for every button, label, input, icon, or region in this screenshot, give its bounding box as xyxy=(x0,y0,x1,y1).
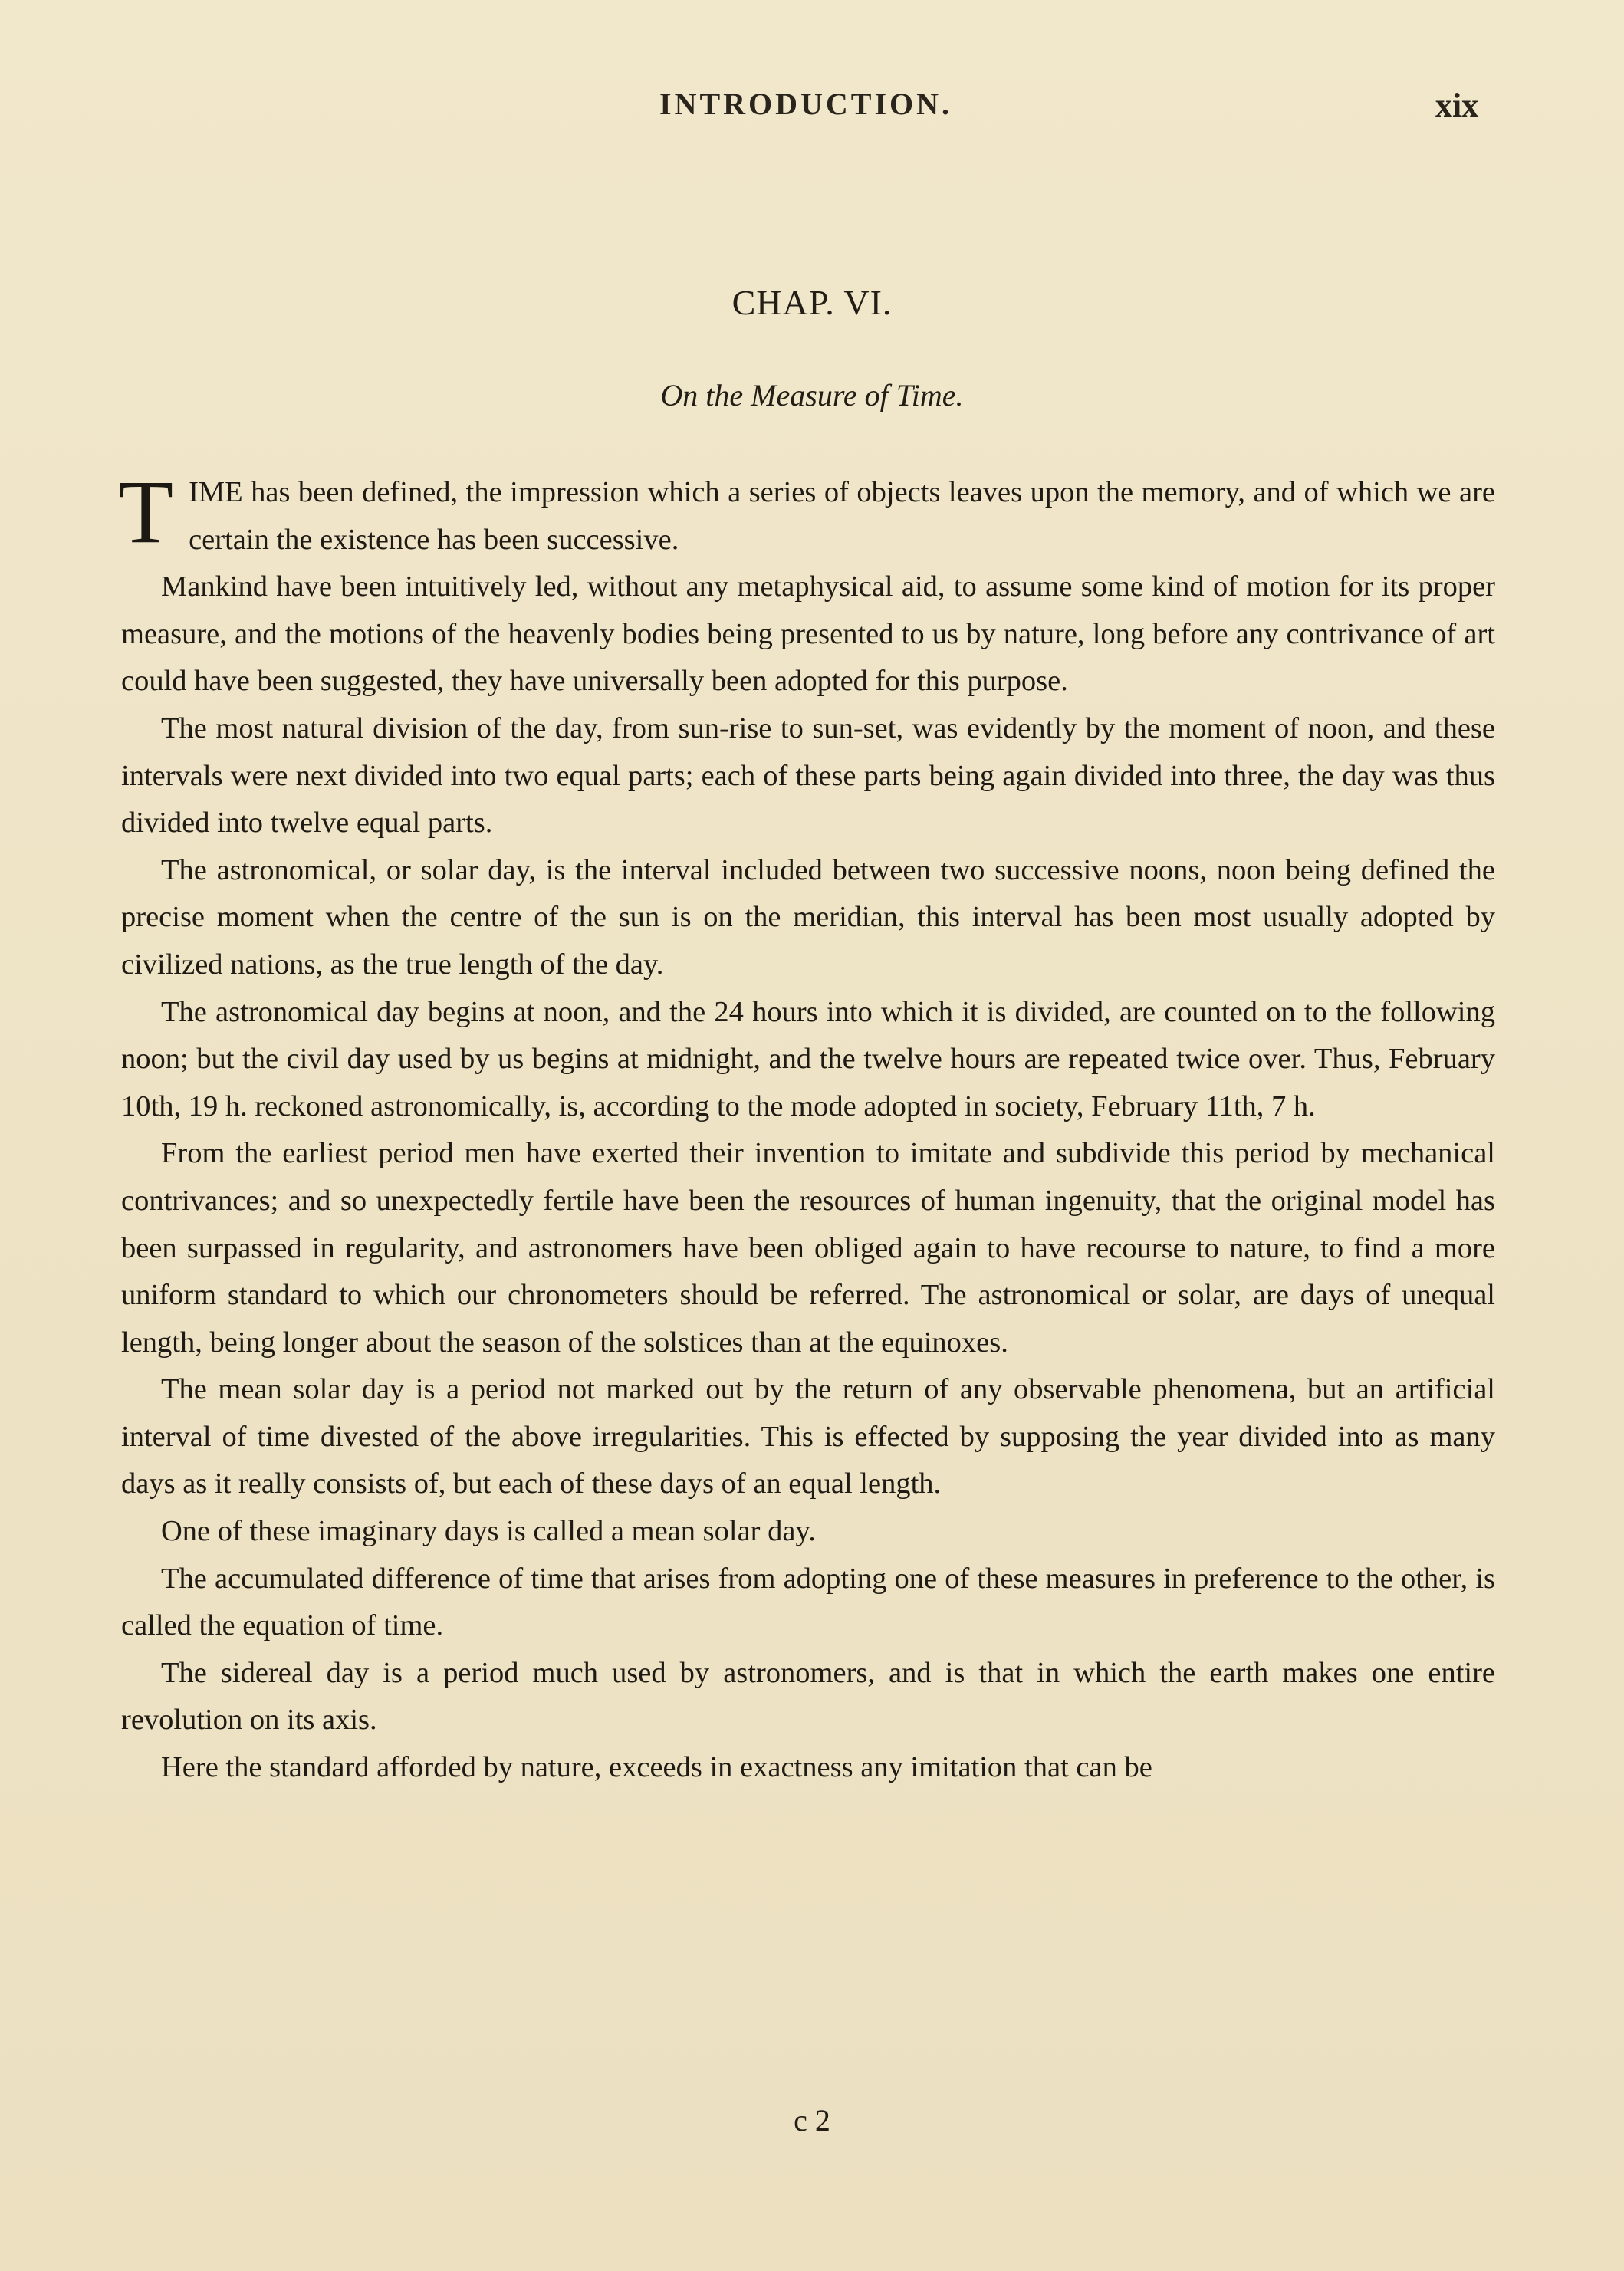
paragraph: The mean solar day is a period not marked out by the return of any observable phenomena, but an artificial interval of time divested of the above irregularities. This is effected by supposing the year divided into as many days as it really consists of, but each of these days of an equal length. xyxy=(121,1373,1495,1500)
paragraph: Here the standard afforded by nature, exceeds in exactness any imitation that can be xyxy=(161,1751,1152,1784)
chapter-title: CHAP. VI. xyxy=(731,283,893,322)
signature-mark: c 2 xyxy=(794,2103,830,2138)
paragraph: Mankind have been intuitively led, without any metaphysical aid, to assume some kind of motion for its proper measure, and the motions of the heavenly bodies being presented to us by nature, long before any contrivance of art could have been suggested, they have universally been adopted for this purpose. xyxy=(121,570,1495,698)
paragraph: The astronomical day begins at noon, and the 24 hours into which it is divided, are counted on to the following noon; but the civil day used by us begins at midnight, and the twelve hours are repeated twice over. Thus, February 10th, 19 h. reckoned astronomically, is, according to the mode adopted in society, February 11th, 7 h. xyxy=(121,995,1495,1122)
paragraph-first-text: IME has been defined, the impression which a series of objects leaves upon the memory, and of which we are certain the existence has been successive. xyxy=(189,476,1495,556)
paragraph: The sidereal day is a period much used by astronomers, and is that in which the earth makes one entire revolution on its axis. xyxy=(121,1656,1495,1737)
paragraph: The astronomical, or solar day, is the interval included between two successive noons, noon being defined the precise moment when the centre of the sun is on the meridian, this interval has been most usually adopted by civilized nations, as the true length of the day. xyxy=(121,853,1495,981)
paragraph: One of these imaginary days is called a mean solar day. xyxy=(161,1515,816,1548)
paragraph: From the earliest period men have exerted their invention to imitate and subdivide this period by mechanical contrivances; and so unexpectedly fertile have been the resources of human ingenuity, that the original model has been surpassed in regularity, and astronomers have been obliged again to have recourse to nature, to find a more uniform standard to which our chronometers should be referred. The astronomical or solar, are days of unequal length, being longer about the season of the solstices than at the equinoxes. xyxy=(121,1137,1495,1359)
page-number: xix xyxy=(1435,87,1479,124)
paragraph: The most natural division of the day, from sun-rise to sun-set, was evidently by the moment of noon, and these intervals were next divided into two equal parts; each of these parts being again divided into three, the day was thus divided into twelve equal parts. xyxy=(121,712,1495,840)
paragraph-first xyxy=(118,462,1495,564)
drop-cap: T xyxy=(118,462,174,562)
paragraph: The accumulated difference of time that arises from adopting one of these measures in preference to the other, is called the equation of time. xyxy=(121,1562,1495,1642)
body-text xyxy=(118,462,1495,1792)
chapter-subtitle: On the Measure of Time. xyxy=(660,378,964,412)
running-title: INTRODUCTION. xyxy=(659,87,953,121)
running-head xyxy=(0,86,1624,132)
